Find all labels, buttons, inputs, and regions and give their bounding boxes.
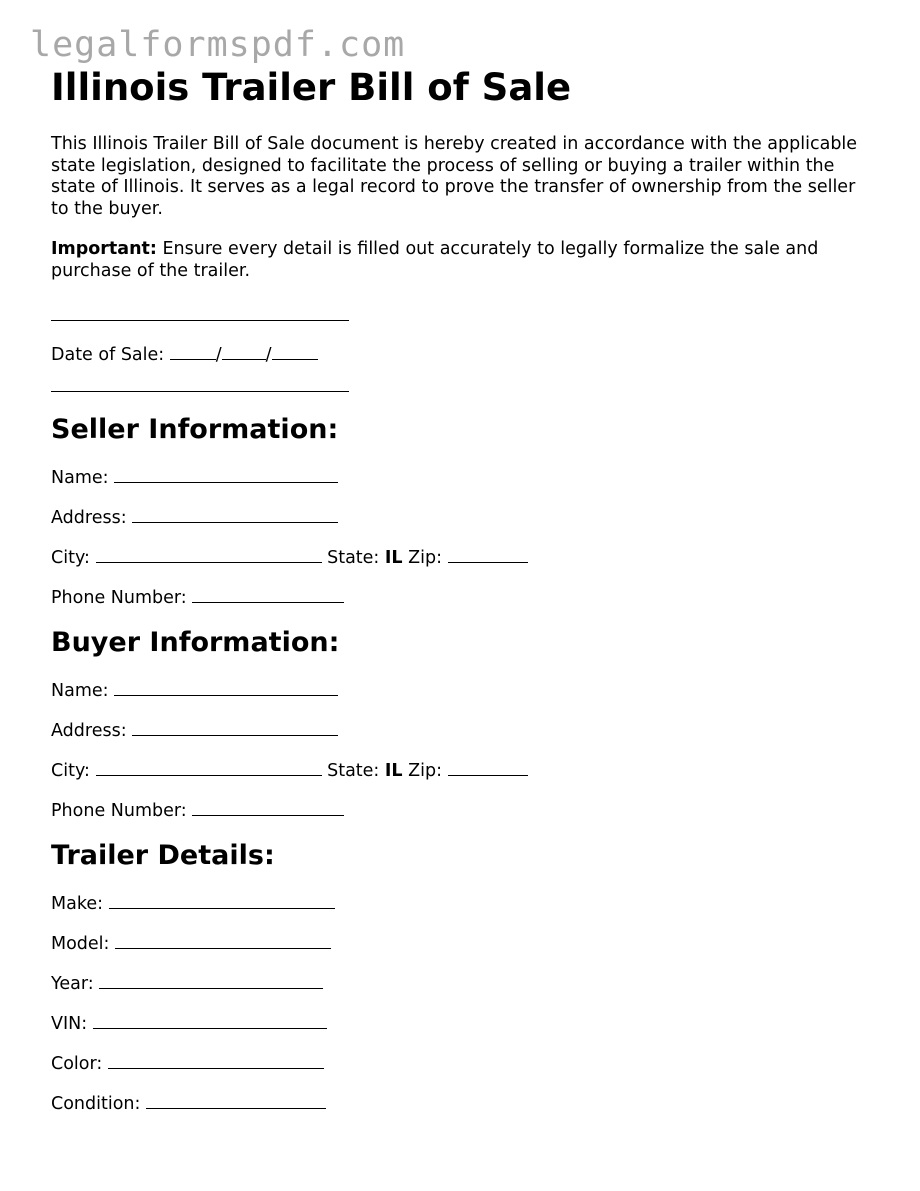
buyer-phone-field <box>51 798 871 822</box>
buyer-phone-label: Phone Number: <box>51 801 187 822</box>
trailer-make-blank[interactable] <box>109 891 335 909</box>
buyer-city-state-zip-field <box>51 758 871 782</box>
trailer-color-field <box>51 1051 871 1075</box>
watermark-logo: legalformspdf.com <box>30 25 406 65</box>
trailer-condition-label: Condition: <box>51 1094 141 1115</box>
seller-zip-blank[interactable] <box>448 545 528 563</box>
buyer-city-blank[interactable] <box>96 758 322 776</box>
date-day-blank[interactable] <box>222 342 266 360</box>
seller-name-blank[interactable] <box>114 465 338 483</box>
trailer-make-field <box>51 891 871 915</box>
date-of-sale-field <box>51 342 871 366</box>
trailer-condition-field <box>51 1091 871 1115</box>
seller-address-label: Address: <box>51 508 127 529</box>
seller-state-value: IL <box>384 548 403 569</box>
trailer-vin-label: VIN: <box>51 1014 88 1035</box>
trailer-model-field <box>51 931 871 955</box>
seller-name-label: Name: <box>51 468 109 489</box>
seller-name-field <box>51 465 871 489</box>
trailer-make-label: Make: <box>51 894 103 915</box>
buyer-section-heading: Buyer Information: <box>51 627 340 659</box>
seller-state-label: State: <box>327 548 380 569</box>
buyer-name-field <box>51 678 871 702</box>
seller-address-blank[interactable] <box>132 505 338 523</box>
buyer-state-label: State: <box>327 761 380 782</box>
buyer-zip-blank[interactable] <box>448 758 528 776</box>
signature-line-top[interactable] <box>51 320 349 321</box>
seller-phone-label: Phone Number: <box>51 588 187 609</box>
seller-address-field <box>51 505 871 529</box>
trailer-model-label: Model: <box>51 934 110 955</box>
seller-city-state-zip-field <box>51 545 871 569</box>
buyer-name-label: Name: <box>51 681 109 702</box>
seller-city-blank[interactable] <box>96 545 322 563</box>
buyer-address-blank[interactable] <box>132 718 338 736</box>
buyer-state-value: IL <box>384 761 403 782</box>
trailer-model-blank[interactable] <box>115 931 331 949</box>
seller-zip-label: Zip: <box>408 548 442 569</box>
trailer-condition-blank[interactable] <box>146 1091 326 1109</box>
trailer-vin-blank[interactable] <box>93 1011 327 1029</box>
date-year-blank[interactable] <box>272 342 318 360</box>
document-page <box>51 66 871 1115</box>
important-text: Ensure every detail is filled out accurately to legally formalize the sale and purchase of the trailer. <box>51 238 819 281</box>
trailer-color-label: Color: <box>51 1054 103 1075</box>
date-separator: / <box>215 345 222 366</box>
buyer-city-label: City: <box>51 761 90 782</box>
important-label: Important: <box>51 238 157 259</box>
trailer-section-heading: Trailer Details: <box>51 840 275 872</box>
buyer-phone-blank[interactable] <box>192 798 344 816</box>
trailer-vin-field <box>51 1011 871 1035</box>
trailer-year-label: Year: <box>51 974 94 995</box>
seller-city-label: City: <box>51 548 90 569</box>
trailer-color-blank[interactable] <box>108 1051 324 1069</box>
date-month-blank[interactable] <box>170 342 216 360</box>
date-separator: / <box>265 345 272 366</box>
signature-line-bottom[interactable] <box>51 391 349 392</box>
seller-phone-field <box>51 585 871 609</box>
seller-section-heading: Seller Information: <box>51 414 339 446</box>
trailer-year-field <box>51 971 871 995</box>
intro-paragraph: This Illinois Trailer Bill of Sale document is hereby created in accordance with the applicable state legislation, designed to facilitate the process of selling or buying a trailer within the state of Illinois. It serves as a legal record to prove the transfer of ownership from the seller to the buyer. <box>51 134 858 220</box>
buyer-name-blank[interactable] <box>114 678 338 696</box>
seller-phone-blank[interactable] <box>192 585 344 603</box>
trailer-year-blank[interactable] <box>99 971 323 989</box>
buyer-address-label: Address: <box>51 721 127 742</box>
important-note <box>51 239 871 282</box>
document-title: Illinois Trailer Bill of Sale <box>51 66 572 109</box>
date-of-sale-label: Date of Sale: <box>51 345 165 366</box>
buyer-address-field <box>51 718 871 742</box>
buyer-zip-label: Zip: <box>408 761 442 782</box>
